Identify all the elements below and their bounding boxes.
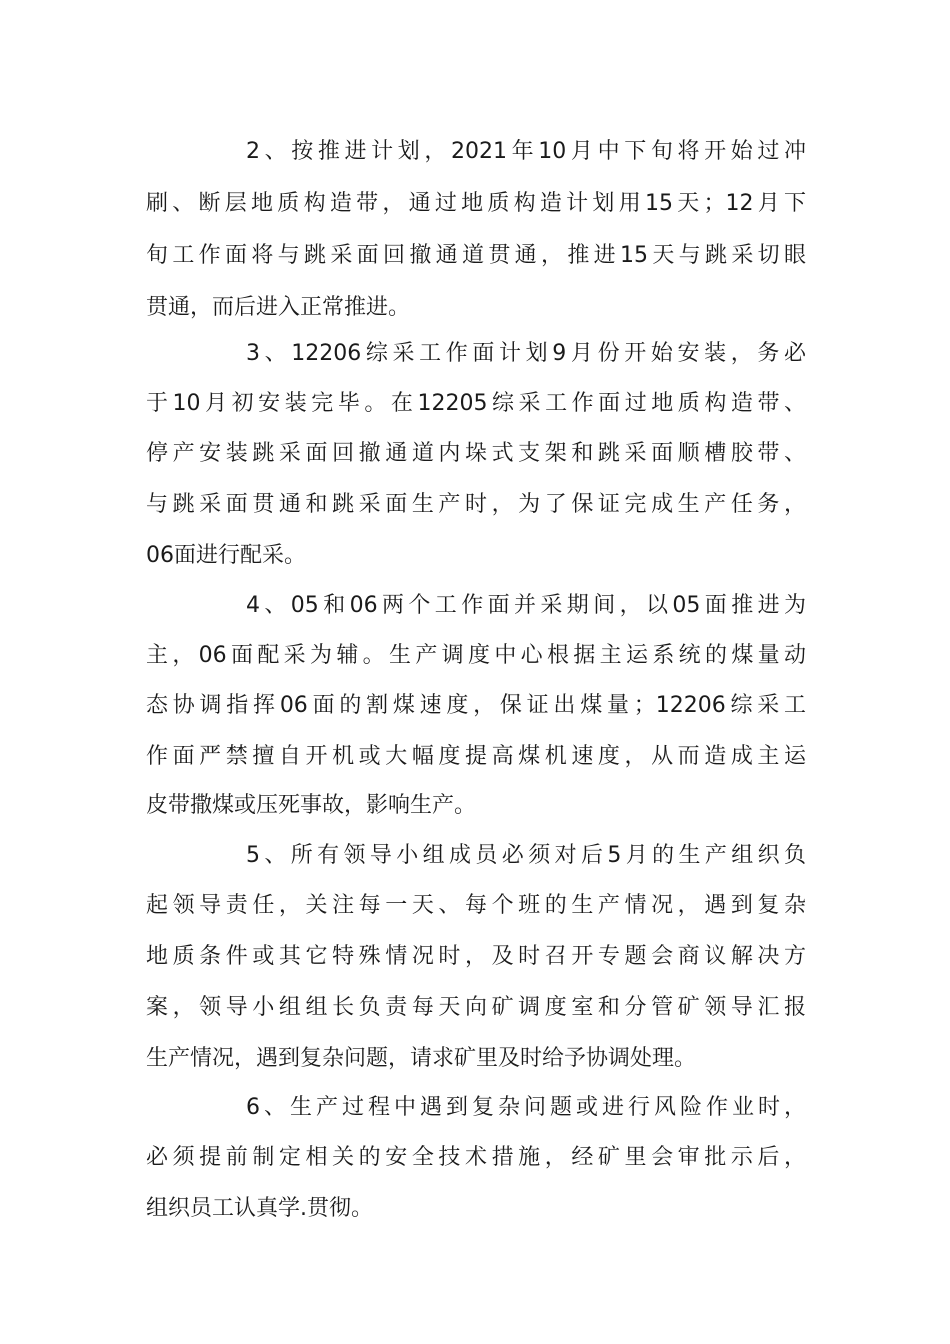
text-line: 与跳采面贯通和跳采面生产时，为了保证完成生产任务，	[146, 492, 806, 517]
text-line: 4、05和06两个工作面并采期间，以05面推进为	[246, 593, 806, 618]
text-line: 地质条件或其它特殊情况时，及时召开专题会商议解决方	[146, 944, 806, 969]
text-line: 生产情况，遇到复杂问题，请求矿里及时给予协调处理。	[146, 1046, 697, 1071]
text-line: 案，领导小组组长负责每天向矿调度室和分管矿领导汇报	[146, 995, 806, 1020]
text-line: 6、生产过程中遇到复杂问题或进行风险作业时，	[246, 1095, 806, 1120]
text-line: 态协调指挥06面的割煤速度，保证出煤量；12206综采工	[146, 693, 806, 718]
text-line: 主，06面配采为辅。生产调度中心根据主运系统的煤量动	[146, 643, 806, 668]
text-line: 06面进行配采。	[146, 543, 306, 568]
text-line: 皮带撒煤或压死事故，影响生产。	[146, 793, 477, 818]
text-line: 作面严禁擅自开机或大幅度提高煤机速度，从而造成主运	[146, 744, 806, 769]
text-line: 刷、断层地质构造带，通过地质构造计划用15天；12月下	[146, 191, 806, 216]
text-line: 旬工作面将与跳采面回撤通道贯通，推进15天与跳采切眼	[146, 243, 806, 268]
text-line: 停产安装跳采面回撤通道内垛式支架和跳采面顺槽胶带、	[146, 441, 806, 466]
text-line: 3、12206综采工作面计划9月份开始安装，务必	[246, 341, 806, 366]
text-line: 2、按推进计划，2021年10月中下旬将开始过冲	[246, 139, 806, 164]
text-line: 起领导责任，关注每一天、每个班的生产情况，遇到复杂	[146, 893, 806, 918]
text-line: 必须提前制定相关的安全技术措施，经矿里会审批示后，	[146, 1145, 806, 1170]
text-line: 5、所有领导小组成员必须对后5月的生产组织负	[246, 843, 806, 868]
text-line: 贯通，而后进入正常推进。	[146, 295, 411, 320]
text-line: 于10月初安装完毕。在12205综采工作面过地质构造带、	[146, 391, 806, 416]
text-line: 组织员工认真学.贯彻。	[146, 1196, 373, 1221]
